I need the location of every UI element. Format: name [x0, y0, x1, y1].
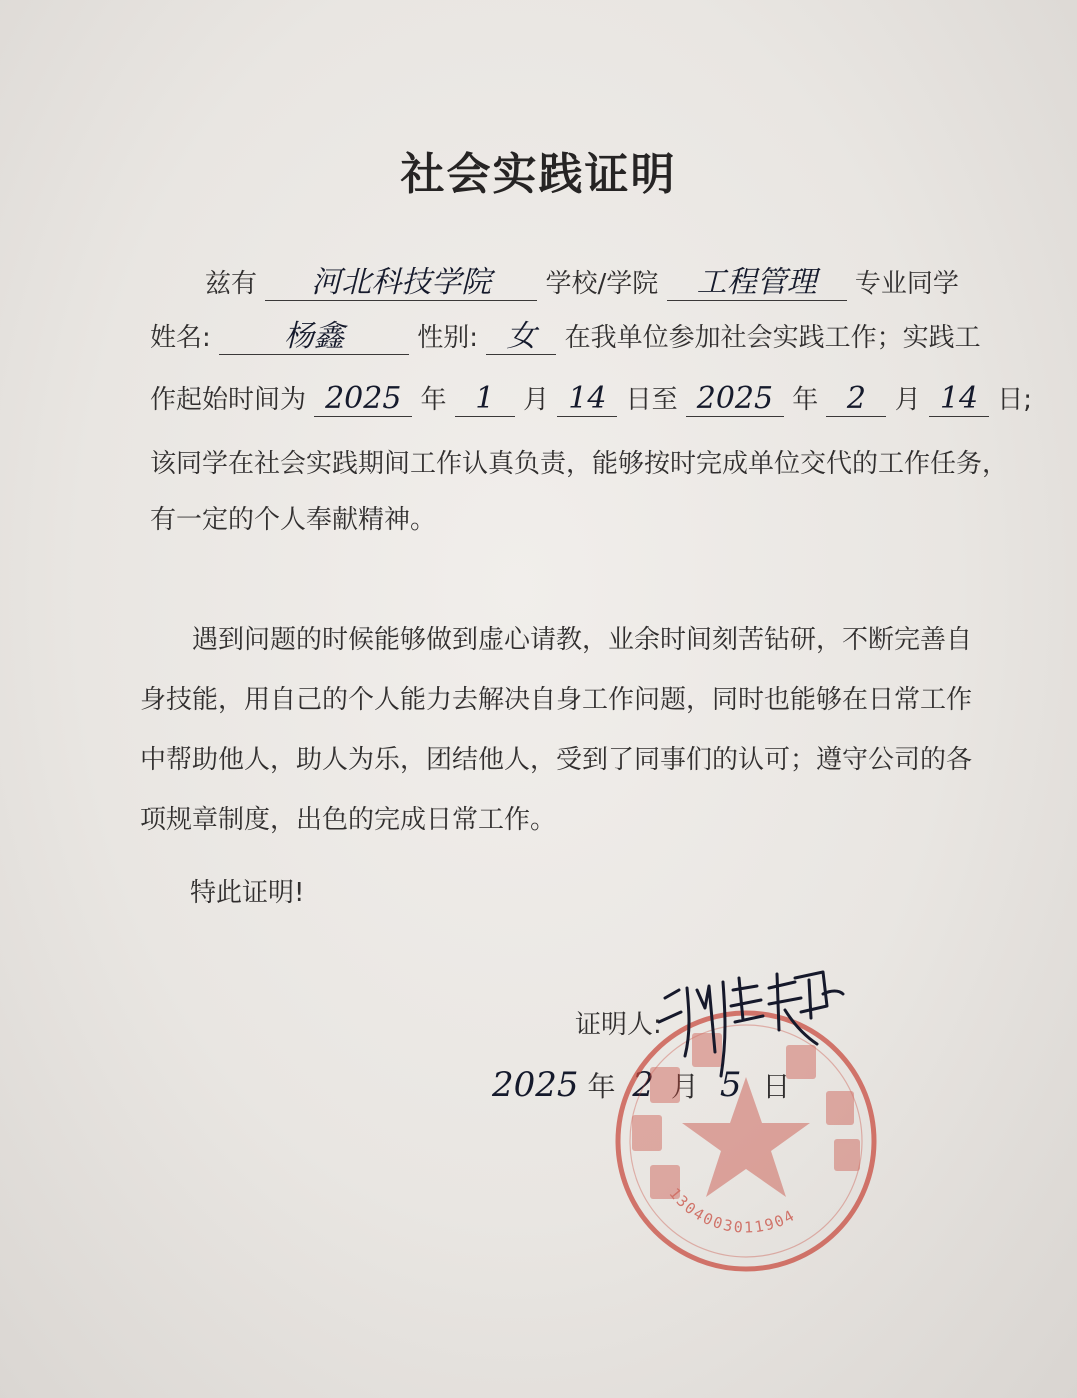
school-label: 学校/学院 — [545, 269, 659, 299]
footer-year: 2025 — [492, 1065, 579, 1105]
start-day-field: 14 — [557, 382, 617, 417]
intro-line-2 — [150, 320, 981, 355]
major-field: 工程管理 — [667, 266, 847, 301]
end-month-field: 2 — [826, 382, 886, 417]
paragraph-line: 遇到问题的时候能够做到虚心请教，业余时间刻苦钻研，不断完善自 — [192, 625, 973, 655]
intro-line-3 — [150, 382, 1032, 417]
start-month-field: 1 — [455, 382, 515, 417]
paragraph-line: 身技能，用自己的个人能力去解决自身工作问题，同时也能够在日常工作 — [140, 685, 973, 715]
seal-star-icon — [682, 1077, 810, 1197]
end-year-label: 年 — [792, 385, 819, 415]
end-month-label: 月 — [894, 385, 921, 415]
end-year-field: 2025 — [686, 382, 784, 417]
end-day-field: 14 — [929, 382, 989, 417]
major-label: 专业同学 — [854, 269, 959, 299]
school-field: 河北科技学院 — [265, 266, 537, 301]
body-line-2: 有一定的个人奉献精神。 — [150, 505, 437, 535]
svg-text:1304003011904 — [665, 1184, 798, 1236]
closing-text: 特此证明! — [190, 878, 305, 908]
start-month-label: 月 — [523, 385, 550, 415]
period-label: 作起始时间为 — [150, 385, 307, 415]
footer-month: 2 — [632, 1065, 654, 1105]
seal-code: 1304003011904 — [665, 1184, 799, 1237]
start-year-field: 2025 — [314, 382, 412, 417]
gender-label: 性别: — [417, 323, 479, 353]
place-text: 在我单位参加社会实践工作；实践工 — [564, 323, 981, 353]
body-line-1: 该同学在社会实践期间工作认真负责，能够按时完成单位交代的工作任务， — [150, 449, 1009, 479]
intro-prefix: 兹有 — [205, 269, 258, 299]
footer-year-label: 年 — [587, 1070, 616, 1103]
name-field: 杨鑫 — [219, 320, 409, 355]
intro-line-1 — [205, 266, 959, 301]
footer-day-label: 日 — [762, 1070, 791, 1103]
handwritten-signature — [645, 960, 855, 1085]
paragraph-line: 中帮助他人，助人为乐，团结他人，受到了同事们的认可；遵守公司的各 — [140, 745, 973, 775]
end-day-label: 日; — [997, 385, 1033, 415]
page-title: 社会实践证明 — [400, 149, 677, 200]
paragraph-line: 项规章制度，出色的完成日常工作。 — [140, 805, 557, 835]
footer-day: 5 — [719, 1065, 742, 1105]
start-year-label: 年 — [420, 385, 447, 415]
body-paragraph-2 — [140, 610, 972, 850]
certifier-label: 证明人: — [575, 1010, 662, 1040]
footer-month-label: 月 — [670, 1070, 699, 1103]
day-to-label: 日至 — [625, 385, 678, 415]
gender-field: 女 — [486, 320, 556, 355]
name-label: 姓名: — [150, 323, 211, 353]
